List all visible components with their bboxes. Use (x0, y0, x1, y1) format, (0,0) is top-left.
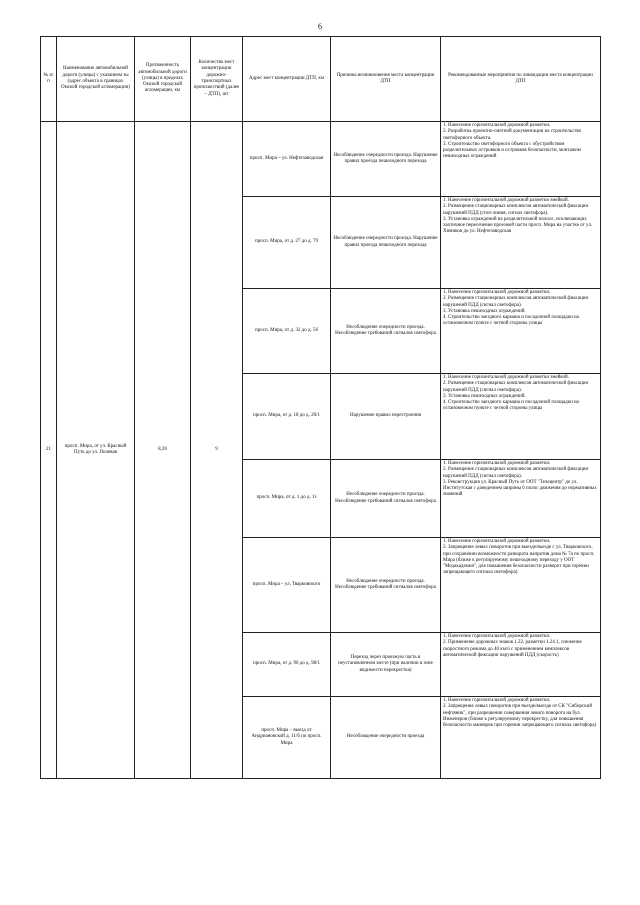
header-causes: Причины возникновения места концентрации ДТП (331, 37, 441, 122)
group-road: просп. Мира, от ул. Красный Путь до ул. Полевая (57, 122, 135, 779)
row-measures (441, 197, 601, 289)
table-row (41, 122, 601, 197)
group-length: 8,26 (135, 122, 191, 779)
row-address: просп. Мира, от д. 1 до д. 1з (243, 460, 331, 538)
row-measures (441, 697, 601, 779)
measure-item: 2. Размещение стационарных комплексов автоматической фиксации нарушений ПДД (сигнал светофора). (443, 381, 589, 393)
measure-item: 4. Строительство заездного кармана и посадочной площадки на остановочном пункте с четной стороны улицы (443, 400, 579, 412)
row-measures (441, 538, 601, 633)
row-measures (441, 460, 601, 538)
page-number: 6 (318, 22, 322, 31)
row-measures (441, 374, 601, 460)
measure-item: 1. Нанесение горизонтальной дорожной разметки. (443, 461, 551, 466)
row-measures (441, 289, 601, 374)
group-num: 21 (41, 122, 57, 779)
accident-concentration-table (40, 36, 601, 779)
measure-item: 2. Размещение стационарных комплексов автоматической фиксации нарушений ПДД (стоп-линия, сигнал светофора). (443, 204, 589, 216)
row-address: просп. Мира, от д. 18 до д. 20/1 (243, 374, 331, 460)
header-length: Протяженность автомобильной дороги (улицы) в пределах Омской городской агломерации, км (135, 37, 191, 122)
group-count: 9 (191, 122, 243, 779)
header-address: Адрес мест концентрации ДТП, км (243, 37, 331, 122)
header-num: № п/п (41, 37, 57, 122)
row-measures (441, 122, 601, 197)
table-header-row (41, 37, 601, 122)
row-cause: Несоблюдение очередности проезда. Нарушение правил проезда пешеходного перехода (331, 197, 441, 289)
row-cause: Несоблюдение очередности проезда. Несоблюдение требований сигналов светофора (331, 538, 441, 633)
measure-item: 2. Запрещение левых поворотов при въезде/выезде от СК "Сибирский нефтяник", при разрешении совершения левого поворота на бул. Инженеров (ближе к регулируемому перекрестку, для повышения безопасности маневров при горении запрещающего сигнала светофора) (443, 704, 597, 729)
measure-item: 2. Размещение стационарных комплексов автоматической фиксации нарушений ПДД (сигнал светофора). (443, 467, 589, 479)
row-measures (441, 633, 601, 697)
row-address: просп. Мира, от д. 27 до д. 79 (243, 197, 331, 289)
row-address: просп. Мира – ул. Нефтезаводская (243, 122, 331, 197)
measure-item: 2. Запрещение левых поворотов при выезде/въезде с ул. Тварковского, при сохранении возможности разворота напротив дома № 7а по просп. Мира (ближе к регулируемому пешеходному переходу у ООТ "Медакадемия", для повышения безопасности разворот при горении запрещающего сигнала светофора) (443, 545, 595, 576)
measure-item: 1. Нанесение горизонтальной дорожной разметки. (443, 634, 551, 639)
measure-item: 3. Установка ограждений на разделительной полосе, исключающих хаотичное пересечение проезжей части просп. Мира на участке от ул. Химиков до ул. Нефтезаводская (443, 216, 593, 235)
header-measures: Рекомендованные мероприятия по ликвидации места концентрации ДТП (441, 37, 601, 122)
measure-item: 3. Строительство светофорного объекта с обустройством разделительных островков и островков безопасности, монтажом пешеходных ограждений (443, 141, 581, 160)
row-cause: Несоблюдение очередности проезда. Нарушение правил проезда пешеходного перехода (331, 122, 441, 197)
measure-item: 1. Нанесение горизонтальной дорожной разметки змейкой. (443, 375, 569, 380)
row-address: просп. Мира, от д. 96 до д. 98/1 (243, 633, 331, 697)
measure-item: 3. Установка пешеходных ограждений. (443, 308, 526, 314)
measure-item: 1. Нанесение горизонтальной дорожной разметки. (443, 123, 551, 128)
measure-item: 4. Строительство заездного кармана и посадочной площадки на остановочном пункте с четной стороны улицы (443, 315, 579, 327)
row-cause: Переход через проезжую часть в неустановленном месте (при наличии в зоне видимости перекрестка) (331, 633, 441, 697)
measure-item: 1. Нанесение горизонтальной дорожной разметки. (443, 539, 551, 544)
measure-item: 1. Нанесение горизонтальной дорожной разметки. (443, 290, 551, 295)
measure-item: 2. Размещение стационарных комплексов автоматической фиксации нарушений ПДД (сигнал светофора). (443, 296, 589, 308)
measure-item: 1. Нанесение горизонтальной дорожной разметки змейкой. (443, 198, 569, 203)
measure-item: 2. Применение дорожных знаков 1.22, разметки 1.24.1, снижение скоростного режима до 40 км/ч с применением комплексов автоматической фиксации нарушений ПДД (скорость) (443, 640, 582, 658)
measure-item: 3. Установка пешеходных ограждений. (443, 393, 526, 399)
row-address: просп. Мира, от д. 32 до д. 56 (243, 289, 331, 374)
measure-item: 2. Разработка проектно-сметной документации на строительство светофорного объекта. (443, 129, 582, 141)
header-count: Количество мест концентрации дорожно-транспортных происшествий (далее – ДТП), шт (191, 37, 243, 122)
row-cause: Несоблюдение очередности проезда. Несоблюдение требований сигналов светофора (331, 289, 441, 374)
header-road-name: Наименование автомобильной дороги (улицы) с указанием зы (адрес объекта в границах Омской городской агломерации) (57, 37, 135, 122)
measure-item: 3. Реконструкция ул. Красный Путь от ООТ "Телецентр" до ул. Институтская с доведением ширины 6 полос движения до нормативных значений (443, 479, 597, 498)
row-cause: Несоблюдение очередности проезда (331, 697, 441, 779)
row-address: просп. Мира – ул. Тварковского (243, 538, 331, 633)
measure-item: 1. Нанесение горизонтальной дорожной разметки. (443, 698, 551, 703)
row-cause: Нарушение правил перестроения (331, 374, 441, 460)
row-cause: Несоблюдение очередности проезда. Несоблюдение требований сигналов светофора (331, 460, 441, 538)
row-address: просп. Мира – выезд от Андриановской д. 11/б по просп. Мира (243, 697, 331, 779)
